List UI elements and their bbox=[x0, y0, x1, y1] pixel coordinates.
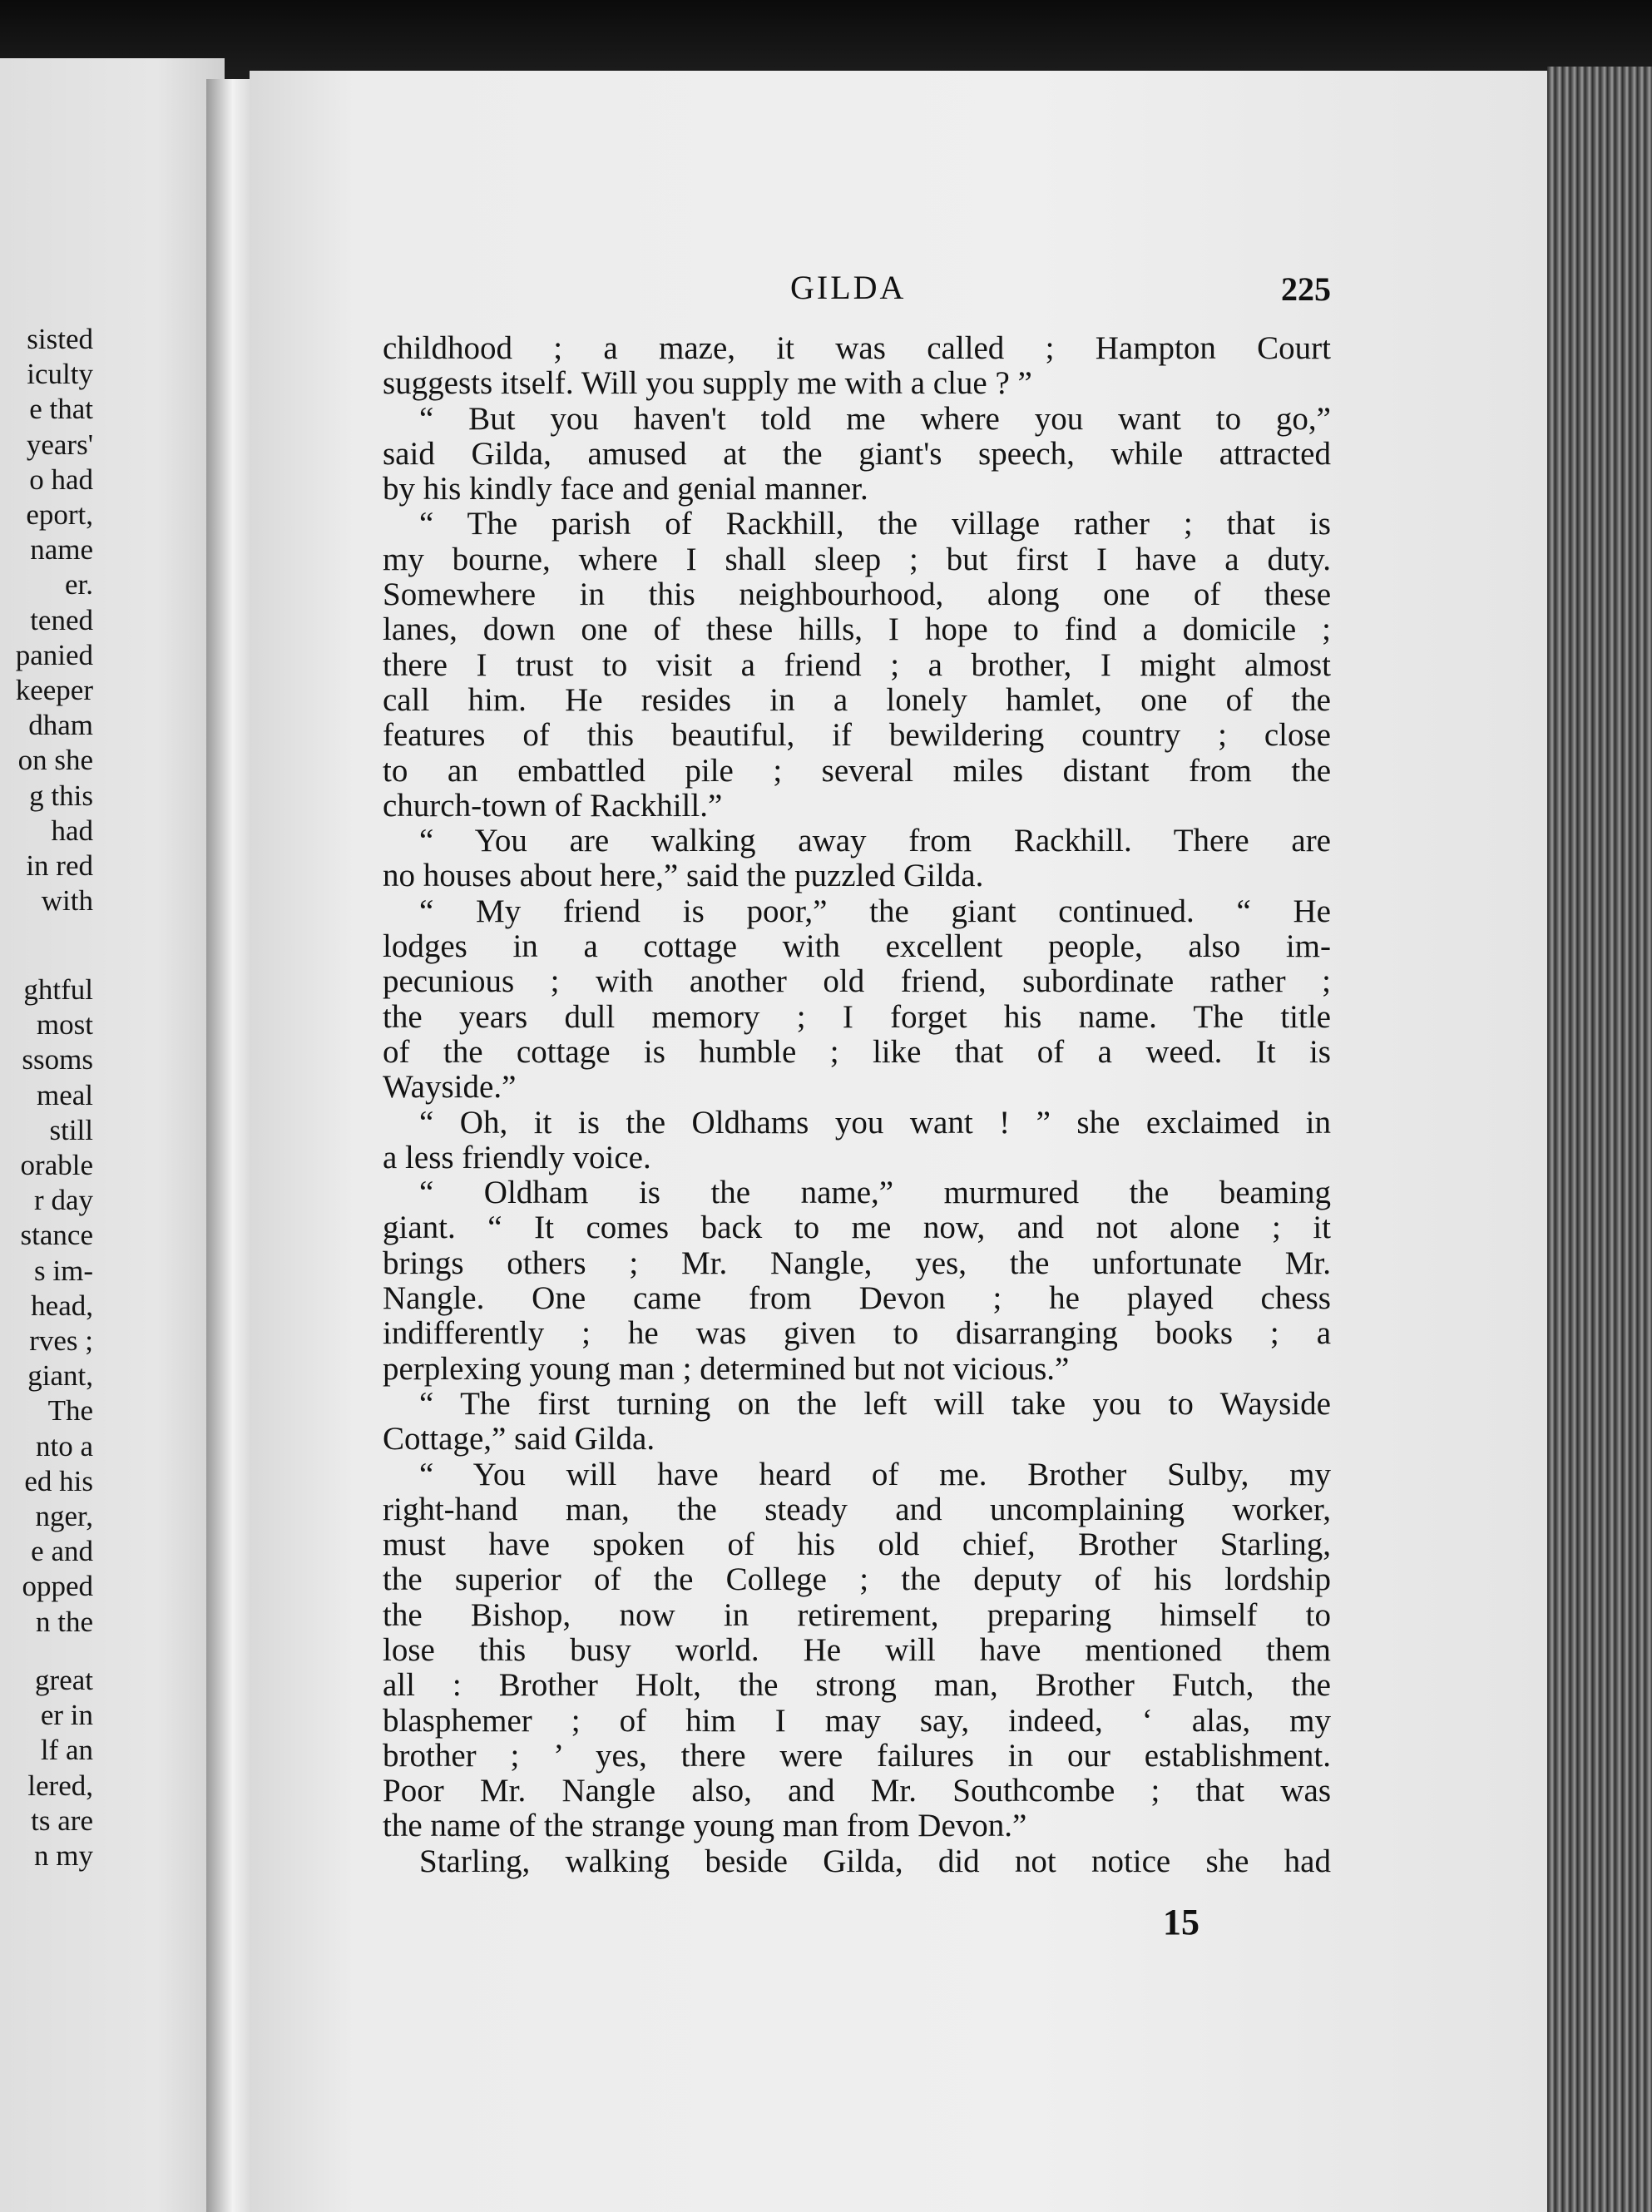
left-page-line: ed his bbox=[24, 1464, 93, 1497]
left-page-line: stance bbox=[20, 1219, 93, 1252]
left-page-line: e that bbox=[29, 393, 93, 426]
page-edges bbox=[1547, 67, 1652, 2212]
left-page-line: n the bbox=[35, 1605, 93, 1638]
text-line: Wayside.” bbox=[383, 1069, 517, 1106]
text-line: right-hand man, the steady and uncomplaining worker, bbox=[383, 1491, 1331, 1527]
text-line: the years dull memory ; I forget his name. The title bbox=[383, 998, 1331, 1035]
running-header bbox=[383, 268, 1331, 309]
text-line: a less friendly voice. bbox=[383, 1139, 651, 1175]
left-page-line: orable bbox=[20, 1149, 93, 1181]
signature-mark: 15 bbox=[1163, 1902, 1199, 1942]
left-page-line: er in bbox=[40, 1699, 93, 1732]
text-line: “ Oh, it is the Oldhams you want ! ” she exclaimed in bbox=[419, 1104, 1331, 1141]
text-line: Somewhere in this neighbourhood, along one of these bbox=[383, 577, 1331, 613]
left-page-line: g this bbox=[29, 779, 93, 812]
text-line: blasphemer ; of him I may say, indeed, ‘ alas, my bbox=[383, 1702, 1331, 1739]
text-line: suggests itself. Will you supply me with a clue ? ” bbox=[383, 365, 1032, 402]
text-line: must have spoken of his old chief, Brother Starling, bbox=[383, 1527, 1331, 1563]
body-text bbox=[383, 331, 1331, 1879]
left-page-line: ghtful bbox=[23, 973, 93, 1006]
text-line: lanes, down one of these hills, I hope to find a domicile ; bbox=[383, 611, 1331, 648]
left-page-line: o had bbox=[29, 463, 93, 496]
left-page-line: had bbox=[51, 814, 93, 847]
text-line: church-town of Rackhill.” bbox=[383, 787, 723, 824]
left-page-line: iculty bbox=[27, 358, 93, 391]
text-line: pecunious ; with another old friend, subordinate rather ; bbox=[383, 963, 1331, 1000]
text-line: call him. He resides in a lonely hamlet, one of the bbox=[383, 681, 1331, 718]
text-line: giant. “ It comes back to me now, and not alone ; it bbox=[383, 1210, 1331, 1246]
text-line: no houses about here,” said the puzzled Gilda. bbox=[383, 858, 984, 894]
left-page-line: giant, bbox=[27, 1359, 93, 1393]
text-line: “ You are walking away from Rackhill. There are bbox=[419, 823, 1331, 859]
text-line: brings others ; Mr. Nangle, yes, the unfortunate Mr. bbox=[383, 1245, 1331, 1281]
left-page-line: with bbox=[41, 884, 93, 918]
text-line: of the cottage is humble ; like that of a weed. It is bbox=[383, 1033, 1331, 1070]
text-line: “ But you haven't told me where you want to go,” bbox=[419, 400, 1331, 437]
text-line: features of this beautiful, if bewildering country ; close bbox=[383, 717, 1331, 754]
page-number: 225 bbox=[1281, 270, 1331, 308]
left-page-line: er. bbox=[64, 568, 93, 601]
text-line: the superior of the College ; the deputy of his lordship bbox=[383, 1561, 1331, 1598]
text-line: by his kindly face and genial manner. bbox=[383, 471, 868, 507]
text-line: “ The parish of Rackhill, the village rather ; that is bbox=[419, 506, 1331, 542]
left-page-line: lered, bbox=[27, 1769, 93, 1802]
text-line: the Bishop, now in retirement, preparing himself to bbox=[383, 1596, 1331, 1633]
text-line: Cottage,” said Gilda. bbox=[383, 1421, 655, 1457]
left-page-line: panied bbox=[15, 638, 93, 671]
left-page-line: sisted bbox=[27, 323, 93, 355]
left-page-line: eport, bbox=[26, 498, 93, 531]
text-line: “ The first turning on the left will take you to Wayside bbox=[419, 1385, 1331, 1422]
left-page-line: lf an bbox=[40, 1734, 93, 1767]
text-line: perplexing young man ; determined but not vicious.” bbox=[383, 1350, 1070, 1387]
text-line: said Gilda, amused at the giant's speech, while attracted bbox=[383, 435, 1331, 472]
text-line: “ Oldham is the name,” murmured the beaming bbox=[419, 1175, 1331, 1211]
text-line: Nangle. One came from Devon ; he played chess bbox=[383, 1280, 1331, 1317]
left-page-line: ssoms bbox=[22, 1043, 93, 1076]
text-line: my bourne, where I shall sleep ; but first I have a duty. bbox=[383, 541, 1331, 577]
left-page-line: nto a bbox=[35, 1429, 93, 1462]
text-line: Poor Mr. Nangle also, and Mr. Southcombe ; that was bbox=[383, 1773, 1331, 1809]
text-line: childhood ; a maze, it was called ; Hampton Court bbox=[383, 330, 1331, 366]
text-line: lodges in a cottage with excellent people, also im- bbox=[383, 928, 1331, 965]
left-page-line: opped bbox=[22, 1570, 93, 1603]
left-page-line: most bbox=[36, 1008, 93, 1042]
left-page-line: keeper bbox=[15, 674, 93, 706]
left-page-line: in red bbox=[26, 849, 93, 882]
text-line: “ My friend is poor,” the giant continued. “ He bbox=[419, 893, 1331, 929]
text-line: lose this busy world. He will have mentioned them bbox=[383, 1631, 1331, 1668]
left-page-line: still bbox=[49, 1113, 93, 1146]
left-page-line: dham bbox=[28, 709, 93, 742]
text-line: Starling, walking beside Gilda, did not notice she had bbox=[419, 1843, 1331, 1879]
left-page bbox=[0, 58, 225, 2212]
left-page-line: r day bbox=[34, 1184, 93, 1217]
text-line: the name of the strange young man from Devon.” bbox=[383, 1808, 1027, 1844]
left-page-line: nger, bbox=[35, 1500, 93, 1532]
left-page-line: s im- bbox=[34, 1254, 93, 1287]
left-page-line: tened bbox=[30, 603, 93, 636]
text-line: “ You will have heard of me. Brother Sulby, my bbox=[419, 1456, 1331, 1492]
text-line: to an embattled pile ; several miles distant from the bbox=[383, 752, 1331, 789]
left-page-line: meal bbox=[36, 1078, 93, 1111]
text-line: there I trust to visit a friend ; a brother, I might almost bbox=[383, 646, 1331, 683]
left-page-line: ts are bbox=[31, 1804, 93, 1837]
left-page-line: name bbox=[30, 533, 93, 567]
text-line: indifferently ; he was given to disarranging books ; a bbox=[383, 1315, 1331, 1352]
left-page-line: rves ; bbox=[29, 1324, 93, 1357]
left-page-line: n my bbox=[34, 1839, 93, 1872]
left-page-line: on she bbox=[17, 744, 93, 777]
left-page-line: The bbox=[47, 1394, 93, 1428]
left-page-line: e and bbox=[31, 1535, 93, 1568]
left-page-line: years' bbox=[26, 428, 93, 461]
text-line: all : Brother Holt, the strong man, Brother Futch, the bbox=[383, 1667, 1331, 1704]
running-title: GILDA bbox=[790, 269, 907, 306]
left-page-line: great bbox=[35, 1664, 93, 1696]
left-page-line: head, bbox=[31, 1289, 93, 1322]
text-line: brother ; ’ yes, there were failures in our establishment. bbox=[383, 1737, 1331, 1774]
